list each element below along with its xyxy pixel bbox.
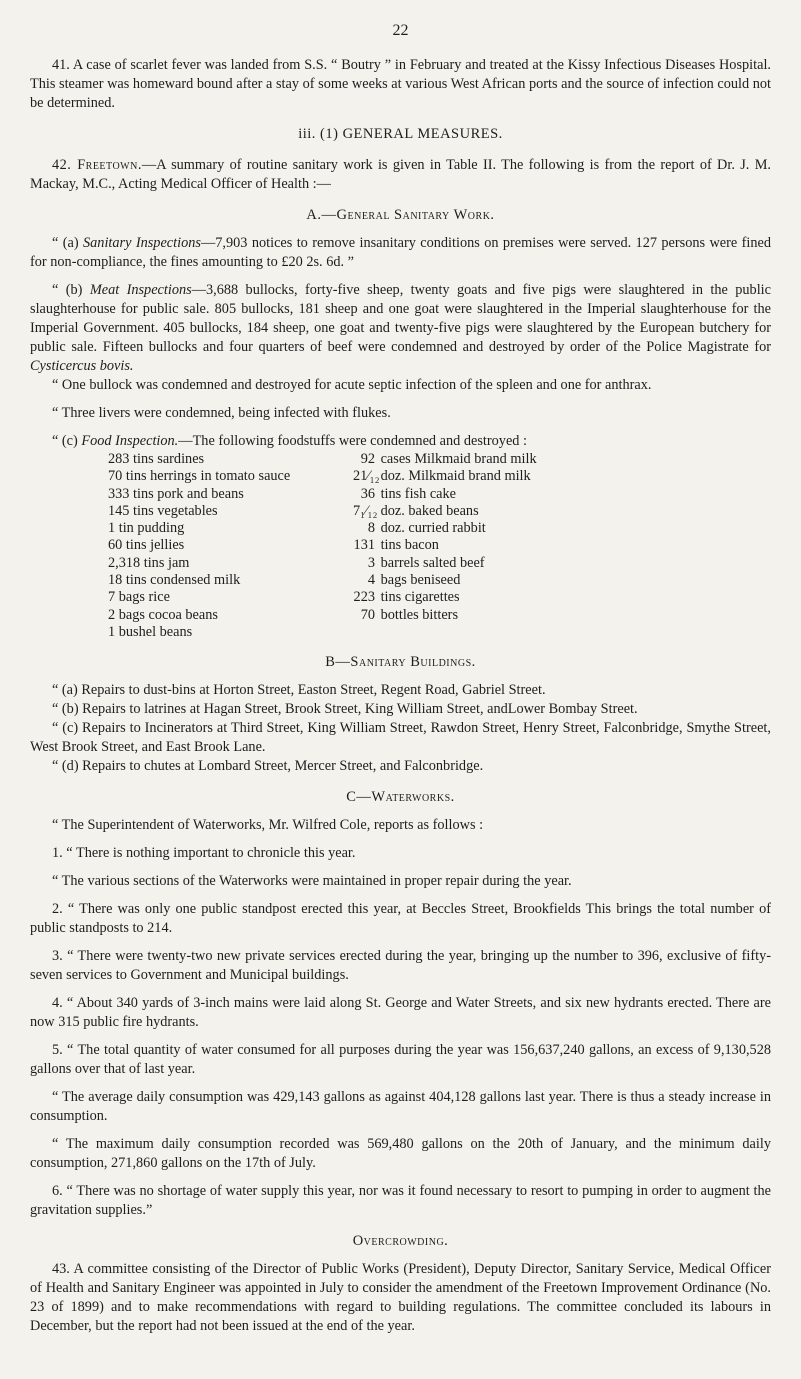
item-c-title: Food Inspection. [81, 433, 179, 449]
building-item-lead: “ (b) [52, 701, 83, 718]
list-item [353, 503, 683, 520]
item-c-food-inspection [30, 432, 771, 451]
item-c-lead: “ (c) [52, 433, 82, 449]
list-item: 283 tins sardines [108, 451, 205, 467]
list-item-quantity: 131 [353, 537, 375, 554]
list-item-quantity: 7₁⁄₁₂ [353, 502, 378, 519]
list-item-label: bottles bitters [377, 606, 459, 623]
waterworks-paragraph: 6. “ There was no shortage of water supply this year, nor was it found necessary to resort to pumping in order to augment the gravitation supplies.” [30, 1183, 771, 1219]
paragraph-42-text: —A summary of routine sanitary work is given in Table II. The following is from the report of Dr. J. M. Mackay, M.C., Acting Medical Officer of Health :— [30, 157, 771, 192]
list-item-quantity: 21⁄₁₂ [353, 468, 380, 485]
waterworks-paragraph: “ The Superintendent of Waterworks, Mr. Wilfred Cole, reports as follows : [52, 817, 484, 834]
waterworks-paragraph: 5. “ The total quantity of water consumed for all purposes during the year was 156,637,240 gallons, an excess of 9,130,528 gallons over that of last year. [30, 1042, 771, 1078]
list-item-quantity: 92 [360, 451, 375, 467]
waterworks-paragraph: “ The various sections of the Waterworks were maintained in proper repair during the year. [52, 873, 572, 890]
building-item-text: Repairs to dust-bins at Horton Street, Easton Street, Regent Road, Gabriel Street. [81, 682, 546, 699]
list-item: 145 tins vegetables [108, 502, 218, 519]
section-heading: iii. (1) GENERAL MEASURES. [298, 126, 503, 142]
paragraph-42-lead: 42. Freetown. [52, 157, 142, 173]
building-item-lead: “ (d) [52, 758, 83, 775]
item-a-title: Sanitary Inspections [83, 235, 201, 251]
list-item [353, 520, 683, 537]
list-item-label: tins bacon [377, 537, 439, 554]
list-item-label: doz. curried rabbit [377, 520, 486, 537]
list-item [353, 468, 683, 485]
waterworks-paragraph: “ The average daily consumption was 429,143 gallons as against 404,128 gallons last year. There is thus a steady increase in consumption. [30, 1089, 771, 1125]
item-a-text: —7,903 notices to remove insanitary conditions on premises were served. 127 persons were fined for non-compliance, the fines amounting to £20 2s. 6d. ” [30, 235, 772, 270]
page-number: 22 [392, 22, 409, 39]
heading-waterworks: C—Waterworks. [346, 789, 455, 806]
list-item [353, 555, 683, 572]
foodstuffs-list-right [353, 451, 683, 641]
list-item-quantity: 8 [367, 520, 375, 537]
list-item-label: doz. Milkmaid brand milk [377, 468, 531, 485]
item-a-sanitary-inspections [30, 234, 771, 272]
building-item [30, 700, 771, 719]
spleen-paragraph: “ One bullock was condemned and destroyed for acute septic infection of the spleen and one for anthrax. [52, 377, 652, 393]
foodstuffs-lists [30, 451, 771, 641]
livers-paragraph: “ Three livers were condemned, being infected with flukes. [52, 405, 391, 421]
item-b-italic-term: Cysticercus bovis. [30, 358, 134, 374]
list-item: 1 bushel beans [108, 623, 193, 640]
list-item: 7 bags rice [108, 589, 170, 606]
list-item-quantity: 70 [360, 606, 375, 623]
waterworks-paragraph: 2. “ There was only one public standpost erected this year, at Beccles Street, Brookfields This brings the total number of public standposts to 214. [30, 901, 771, 937]
building-item-text: Repairs to chutes at Lombard Street, Mercer Street, and Falconbridge. [82, 758, 484, 775]
item-a-lead: “ (a) [52, 235, 83, 251]
list-item [353, 572, 683, 589]
list-item: 60 tins jellies [108, 537, 185, 554]
list-item: 2 bags cocoa beans [108, 606, 218, 623]
list-item-label: bags beniseed [377, 572, 461, 589]
list-item: 18 tins condensed milk [108, 572, 241, 589]
list-item [353, 607, 683, 624]
waterworks-paragraph: 3. “ There were twenty-two new private services erected during the year, bringing up the number to 396, exclusive of fifty-seven services to Government and Municipal buildings. [30, 948, 771, 984]
item-b-lead: “ (b) [52, 282, 90, 298]
heading-general-sanitary-work: A.—General Sanitary Work. [306, 207, 495, 223]
building-item-lead: “ (c) [52, 720, 83, 737]
building-item [30, 757, 771, 776]
waterworks-paragraph: “ The maximum daily consumption recorded was 569,480 gallons on the 20th of January, and the minimum daily consumption, 271,860 gallons on the 17th of July. [30, 1136, 771, 1172]
paragraph-41: 41. A case of scarlet fever was landed from S.S. “ Boutry ” in February and treated at the Kissy Infectious Diseases Hospital. This steamer was homeward bound after a stay of some weeks at various West African ports and the source of infection could not be determined. [30, 57, 771, 111]
list-item-label: cases Milkmaid brand milk [377, 451, 537, 467]
list-item-label: barrels salted beef [377, 554, 485, 571]
waterworks-report [30, 816, 771, 1220]
foodstuffs-list-left [108, 451, 353, 641]
list-item [353, 486, 683, 503]
building-item-text: Repairs to Incinerators at Third Street, King William Street, Rawdon Street, Henry Street, Falconbridge, Smythe Street, West Brook Street, and East Brook Lane. [30, 720, 771, 756]
building-item-text: Repairs to latrines at Hagan Street, Brook Street, King William Street, andLower Bombay Street. [82, 701, 638, 718]
list-item-label: doz. baked beans [377, 502, 479, 519]
list-item [353, 537, 683, 554]
heading-sanitary-buildings: B—Sanitary Buildings. [325, 654, 476, 671]
sanitary-buildings-list [30, 681, 771, 776]
list-item-quantity: 3 [367, 554, 375, 571]
item-b-text: —3,688 bullocks, forty-five sheep, twenty goats and five pigs were slaughtered in the public slaughterhouse for public sale. 805 bullocks, 181 sheep and one goat were slaughtered in the Imperial slaughterhouse for the Imperial Government. 405 bullocks, 184 sheep, one goat and twenty-five pigs were slaughtered by the European butchery for public sale. Fifteen bullocks and four quarters of beef were condemned and destroyed by order of the Police Magistrate for [30, 282, 771, 355]
list-item: 1 tin pudding [108, 520, 185, 537]
list-item: 2,318 tins jam [108, 554, 190, 571]
list-item [353, 589, 683, 606]
building-item [30, 681, 771, 700]
heading-overcrowding: Overcrowding. [352, 1233, 449, 1250]
item-b-meat-inspections [30, 281, 771, 376]
list-item-quantity: 223 [353, 589, 375, 606]
item-b-title: Meat Inspections [89, 282, 192, 298]
list-item [353, 451, 683, 468]
list-item-quantity: 36 [360, 485, 375, 502]
paragraph-42 [30, 156, 771, 194]
paragraph-43: 43. A committee consisting of the Director of Public Works (President), Deputy Director, Sanitary Service, Medical Officer of Health and Sanitary Engineer was appointed in July to consider the amendment of the Freetown Improvement Ordinance (No. 23 of 1899) and to make recommendations with regard to building regulations. The committee concluded its labours in December, but the report had not been issued at the end of the year. [30, 1261, 771, 1335]
list-item-label: tins fish cake [377, 485, 457, 502]
waterworks-paragraph: 1. “ There is nothing important to chronicle this year. [52, 845, 356, 862]
list-item-quantity: 4 [367, 572, 375, 589]
list-item: 70 tins herrings in tomato sauce [108, 468, 291, 485]
building-item [30, 719, 771, 757]
building-item-lead: “ (a) [52, 682, 82, 699]
list-item-label: tins cigarettes [377, 589, 460, 606]
item-c-text: —The following foodstuffs were condemned and destroyed : [178, 433, 527, 449]
list-item: 333 tins pork and beans [108, 485, 244, 502]
waterworks-paragraph: 4. “ About 340 yards of 3-inch mains were laid along St. George and Water Streets, and six new hydrants erected. There are now 315 public fire hydrants. [30, 995, 771, 1031]
